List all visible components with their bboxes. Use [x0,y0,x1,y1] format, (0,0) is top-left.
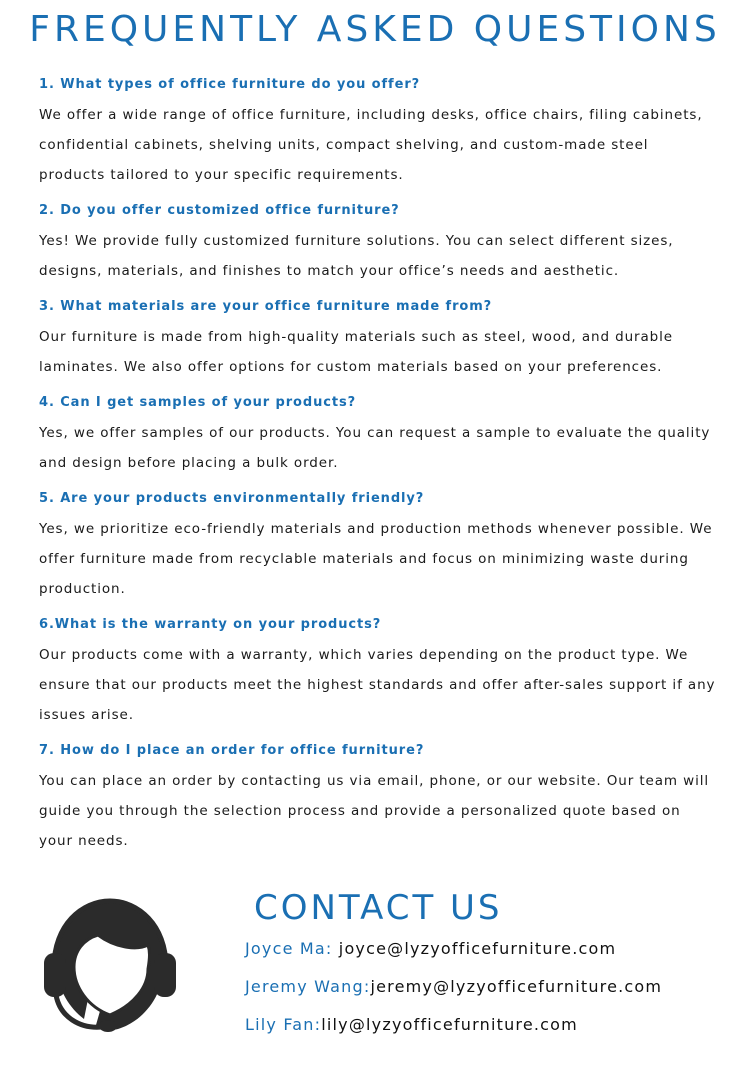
faq-answer: Yes, we prioritize eco-friendly materials and production methods whenever possible. We offer furniture made from recyclable materials and focus on minimizing waste during production. [39,521,713,597]
faq-item [39,388,719,478]
contact-section [0,880,750,1070]
faq-question: 1. What types of office furniture do you offer? [39,77,421,92]
faq-item [39,736,719,856]
faq-answer: Our products come with a warranty, which varies depending on the product type. We ensure that our products meet the highest standards and offer after-sales support if any issues arise. [39,647,716,723]
faq-question: 7. How do I place an order for office furniture? [39,743,425,758]
faq-answer: Our furniture is made from high-quality materials such as steel, wood, and durable laminates. We also offer options for custom materials based on your preferences. [39,329,673,375]
faq-question: 5. Are your products environmentally friendly? [39,491,425,506]
faq-list [39,70,719,862]
contact-name: Jeremy Wang: [245,977,371,996]
faq-item [39,610,719,730]
contact-title: CONTACT US [254,888,503,928]
faq-item [39,292,719,382]
contact-joyce [245,938,616,960]
faq-item [39,70,719,190]
faq-question: 2. Do you offer customized office furniture? [39,203,400,218]
contact-name: Lily Fan: [245,1015,322,1034]
faq-question: 4. Can I get samples of your products? [39,395,357,410]
faq-question: 3. What materials are your office furniture made from? [39,299,493,314]
contact-email[interactable]: lily@lyzyofficefurniture.com [321,1015,578,1034]
faq-answer: We offer a wide range of office furniture, including desks, office chairs, filing cabinets, confidential cabinets, shelving units, compact shelving, and custom-made steel products tailored to your specific requirements. [39,107,703,183]
faq-question: 6.What is the warranty on your products? [39,617,382,632]
faq-item [39,484,719,604]
faq-item [39,196,719,286]
page-title: FREQUENTLY ASKED QUESTIONS [29,9,721,50]
contact-email[interactable]: jeremy@lyzyofficefurniture.com [370,977,663,996]
contact-name: Joyce Ma: [245,939,339,958]
contact-lily [245,1014,578,1036]
faq-answer: Yes! We provide fully customized furniture solutions. You can select different sizes, designs, materials, and finishes to match your office’s needs and aesthetic. [39,233,674,279]
contact-email[interactable]: joyce@lyzyofficefurniture.com [338,939,617,958]
faq-answer: Yes, we offer samples of our products. You can request a sample to evaluate the quality and design before placing a bulk order. [39,425,711,471]
headset-icon [40,895,180,1045]
contact-jeremy [245,976,662,998]
faq-answer: You can place an order by contacting us via email, phone, or our website. Our team will guide you through the selection process and provide a personalized quote based on your needs. [39,773,710,849]
